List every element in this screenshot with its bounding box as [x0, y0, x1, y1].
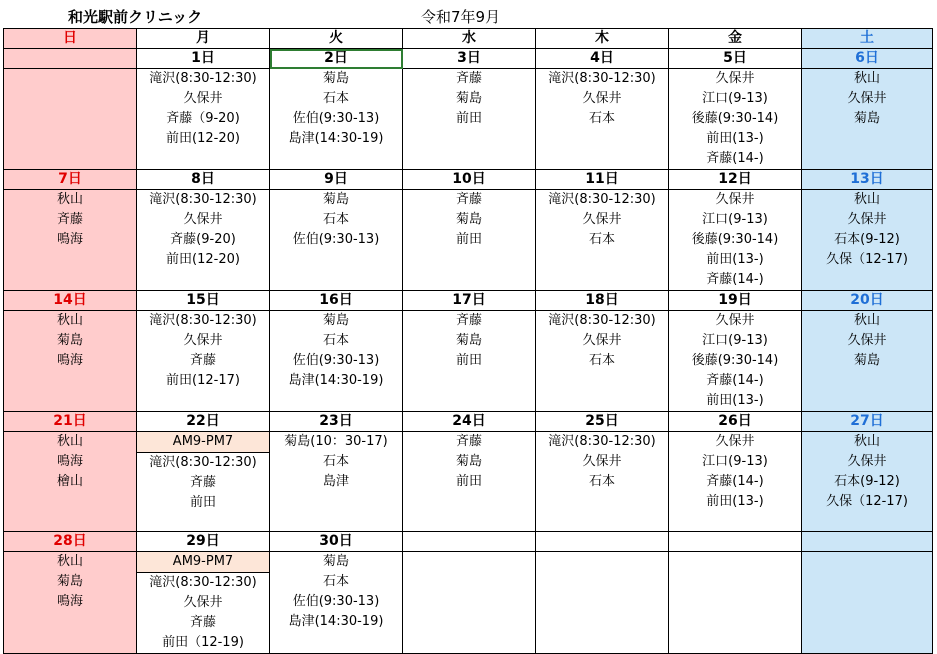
day-date-cell[interactable]: 3日	[403, 49, 536, 69]
week-schedule-row	[4, 311, 933, 412]
doctor-shift: 久保井	[847, 454, 887, 469]
week-schedule-row	[4, 190, 933, 291]
day-date-cell[interactable]: 18日	[536, 291, 669, 311]
doctor-shift: 斉藤(14-)	[706, 151, 764, 166]
day-date-cell[interactable]: 13日	[802, 170, 933, 190]
doctor-shift: 秋山	[56, 192, 83, 207]
weekday-thursday: 木	[536, 29, 669, 49]
doctor-shift: 後藤(9:30-14)	[691, 232, 779, 247]
day-date-cell[interactable]: 23日	[270, 412, 403, 432]
day-schedule-cell[interactable]	[4, 311, 137, 412]
day-schedule-cell[interactable]	[137, 432, 270, 532]
day-date-cell[interactable]: 21日	[4, 412, 137, 432]
doctor-shift: 久保（12-17)	[826, 494, 908, 509]
doctor-shift: 菊島	[322, 313, 349, 328]
doctor-shift: 菊島	[455, 91, 482, 106]
doctor-shift: 斉藤	[56, 212, 83, 227]
doctor-shift: 江口(9-13)	[702, 212, 768, 227]
doctor-shift: 鳴海	[56, 594, 83, 609]
doctor-shift: 島津(14:30-19)	[288, 614, 384, 629]
doctor-shift: 久保井	[715, 434, 755, 449]
week-date-row	[4, 291, 933, 311]
doctor-shift: 久保井	[183, 212, 223, 227]
doctor-shift: 前田(12-20)	[166, 131, 240, 146]
calendar-month-title: 令和7年9月	[421, 8, 501, 26]
week-date-row	[4, 532, 933, 552]
doctor-shift: 秋山	[853, 71, 880, 86]
day-schedule-cell[interactable]	[4, 69, 137, 170]
open-hours-band: AM9-PM7	[137, 552, 269, 573]
doctor-shift: 滝沢(8:30-12:30)	[149, 313, 257, 328]
day-date-cell[interactable]: 25日	[536, 412, 669, 432]
day-schedule-cell[interactable]	[669, 552, 802, 654]
day-date-cell[interactable]: 4日	[536, 49, 669, 69]
day-date-cell[interactable]: 20日	[802, 291, 933, 311]
day-date-cell[interactable]: 7日	[4, 170, 137, 190]
day-schedule-cell[interactable]	[669, 190, 802, 291]
doctor-shift: 前田(13-)	[706, 252, 764, 267]
weekday-sunday: 日	[4, 29, 137, 49]
day-schedule-cell[interactable]	[270, 69, 403, 170]
day-date-cell[interactable]: 15日	[137, 291, 270, 311]
doctor-shift: 島津(14:30-19)	[288, 131, 384, 146]
doctor-shift: 久保井	[582, 333, 622, 348]
doctor-shift: 菊島	[322, 192, 349, 207]
doctor-shift: 前田	[189, 495, 216, 510]
day-schedule-cell[interactable]	[137, 311, 270, 412]
day-schedule-cell[interactable]	[403, 190, 536, 291]
day-schedule-cell[interactable]	[536, 432, 669, 532]
weekday-tuesday: 火	[270, 29, 403, 49]
doctor-shift: 後藤(9:30-14)	[691, 353, 779, 368]
doctor-shift: 滝沢(8:30-12:30)	[548, 192, 656, 207]
day-schedule-cell[interactable]	[669, 432, 802, 532]
doctor-shift: 久保井	[847, 91, 887, 106]
doctor-shift: 菊島	[322, 71, 349, 86]
day-schedule-cell[interactable]	[536, 69, 669, 170]
day-date-cell[interactable]: 22日	[137, 412, 270, 432]
schedule-calendar	[3, 28, 933, 654]
week-schedule-row	[4, 432, 933, 532]
doctor-shift: 菊島	[455, 333, 482, 348]
doctor-shift: 滝沢(8:30-12:30)	[149, 71, 257, 86]
doctor-shift: 滝沢(8:30-12:30)	[149, 455, 257, 470]
doctor-shift: 前田(12-17)	[166, 373, 240, 388]
day-date-cell[interactable]: 2日	[270, 49, 403, 69]
doctor-shift: 菊島	[853, 353, 880, 368]
doctor-shift: 斉藤（9-20)	[166, 111, 240, 126]
doctor-shift: 久保井	[183, 595, 223, 610]
doctor-shift: 久保井	[582, 212, 622, 227]
doctor-shift: 前田（12-19)	[162, 635, 244, 650]
day-date-cell[interactable]	[4, 49, 137, 69]
doctor-shift: 斉藤(14-)	[706, 373, 764, 388]
doctor-shift: 石本	[588, 232, 615, 247]
doctor-shift: 久保井	[715, 313, 755, 328]
weekday-wednesday: 水	[403, 29, 536, 49]
doctor-shift: 秋山	[853, 434, 880, 449]
doctor-shift: 江口(9-13)	[702, 454, 768, 469]
day-date-cell[interactable]: 28日	[4, 532, 137, 552]
doctor-shift: 菊島(10：30-17)	[284, 434, 388, 449]
doctor-shift: 前田(13-)	[706, 393, 764, 408]
clinic-name: 和光駅前クリニック	[68, 8, 203, 26]
doctor-shift: 久保井	[847, 212, 887, 227]
doctor-shift: 久保井	[582, 454, 622, 469]
open-hours-band: AM9-PM7	[137, 432, 269, 453]
doctor-shift: 久保（12-17)	[826, 252, 908, 267]
doctor-shift: 秋山	[56, 313, 83, 328]
doctor-shift: 前田	[455, 232, 482, 247]
doctor-shift: 秋山	[56, 554, 83, 569]
day-date-cell[interactable]: 9日	[270, 170, 403, 190]
day-date-cell[interactable]: 30日	[270, 532, 403, 552]
doctor-shift: 斉藤	[189, 615, 216, 630]
week-schedule-row	[4, 69, 933, 170]
day-date-cell[interactable]: 27日	[802, 412, 933, 432]
day-schedule-cell[interactable]	[802, 311, 933, 412]
doctor-shift: 江口(9-13)	[702, 91, 768, 106]
day-schedule-cell[interactable]	[403, 552, 536, 654]
doctor-shift: 檜山	[56, 474, 83, 489]
doctor-shift: 佐伯(9:30-13)	[292, 594, 380, 609]
day-schedule-cell[interactable]	[4, 552, 137, 654]
doctor-shift: 久保井	[715, 71, 755, 86]
doctor-shift: 菊島	[56, 574, 83, 589]
doctor-shift: 佐伯(9:30-13)	[292, 232, 380, 247]
day-date-cell[interactable]: 17日	[403, 291, 536, 311]
doctor-shift: 石本	[322, 574, 349, 589]
doctor-shift: 前田	[455, 111, 482, 126]
doctor-shift: 斉藤	[189, 353, 216, 368]
doctor-shift: 石本	[322, 212, 349, 227]
day-schedule-cell[interactable]	[137, 552, 270, 654]
week-schedule-row	[4, 552, 933, 654]
weekday-monday: 月	[137, 29, 270, 49]
day-schedule-cell[interactable]	[4, 432, 137, 532]
day-schedule-cell[interactable]	[403, 311, 536, 412]
doctor-shift: 斉藤	[455, 313, 482, 328]
day-schedule-cell[interactable]	[802, 190, 933, 291]
day-schedule-cell[interactable]	[137, 190, 270, 291]
doctor-shift: 久保井	[183, 333, 223, 348]
doctor-shift: 菊島	[322, 554, 349, 569]
day-date-cell[interactable]	[802, 532, 933, 552]
weekday-saturday: 土	[802, 29, 933, 49]
day-date-cell[interactable]: 5日	[669, 49, 802, 69]
doctor-shift: 石本	[588, 353, 615, 368]
weekday-friday: 金	[669, 29, 802, 49]
doctor-shift: 斉藤	[455, 192, 482, 207]
day-date-cell[interactable]	[536, 532, 669, 552]
day-date-cell[interactable]: 14日	[4, 291, 137, 311]
doctor-shift: 久保井	[847, 333, 887, 348]
doctor-shift: 前田(12-20)	[166, 252, 240, 267]
doctor-shift: 久保井	[183, 91, 223, 106]
day-schedule-cell[interactable]	[536, 552, 669, 654]
day-date-cell[interactable]: 10日	[403, 170, 536, 190]
doctor-shift: 滝沢(8:30-12:30)	[149, 575, 257, 590]
day-schedule-cell[interactable]	[403, 69, 536, 170]
day-date-cell[interactable]: 29日	[137, 532, 270, 552]
day-schedule-cell[interactable]	[669, 69, 802, 170]
day-schedule-cell[interactable]	[270, 190, 403, 291]
doctor-shift: 前田(13-)	[706, 494, 764, 509]
doctor-shift: 斉藤(14-)	[706, 272, 764, 287]
doctor-shift: 石本(9-12)	[834, 232, 900, 247]
doctor-shift: 菊島	[455, 212, 482, 227]
day-date-cell[interactable]: 6日	[802, 49, 933, 69]
day-schedule-cell[interactable]	[270, 311, 403, 412]
day-schedule-cell[interactable]	[802, 552, 933, 654]
doctor-shift: 菊島	[455, 454, 482, 469]
doctor-shift: 島津(14:30-19)	[288, 373, 384, 388]
doctor-shift: 滝沢(8:30-12:30)	[548, 313, 656, 328]
doctor-shift: 鳴海	[56, 353, 83, 368]
doctor-shift: 石本	[322, 91, 349, 106]
day-date-cell[interactable]: 26日	[669, 412, 802, 432]
doctor-shift: 久保井	[582, 91, 622, 106]
doctor-shift: 菊島	[56, 333, 83, 348]
doctor-shift: 滝沢(8:30-12:30)	[149, 192, 257, 207]
day-schedule-cell[interactable]	[4, 190, 137, 291]
doctor-shift: 滝沢(8:30-12:30)	[548, 71, 656, 86]
weekday-header-row	[4, 29, 933, 49]
doctor-shift: 前田	[455, 353, 482, 368]
doctor-shift: 石本	[322, 454, 349, 469]
doctor-shift: 鳴海	[56, 232, 83, 247]
day-date-cell[interactable]: 16日	[270, 291, 403, 311]
day-date-cell[interactable]: 8日	[137, 170, 270, 190]
day-schedule-cell[interactable]	[802, 432, 933, 532]
day-date-cell[interactable]: 1日	[137, 49, 270, 69]
doctor-shift: 斉藤	[455, 71, 482, 86]
week-date-row	[4, 49, 933, 69]
doctor-shift: 前田	[455, 474, 482, 489]
doctor-shift: 石本(9-12)	[834, 474, 900, 489]
day-schedule-cell[interactable]	[137, 69, 270, 170]
day-date-cell[interactable]: 11日	[536, 170, 669, 190]
day-schedule-cell[interactable]	[403, 432, 536, 532]
doctor-shift: 斉藤	[455, 434, 482, 449]
day-schedule-cell[interactable]	[536, 311, 669, 412]
day-schedule-cell[interactable]	[270, 432, 403, 532]
doctor-shift: 秋山	[853, 192, 880, 207]
doctor-shift: 斉藤	[189, 475, 216, 490]
day-schedule-cell[interactable]	[669, 311, 802, 412]
doctor-shift: 滝沢(8:30-12:30)	[548, 434, 656, 449]
doctor-shift: 秋山	[853, 313, 880, 328]
day-date-cell[interactable]	[669, 532, 802, 552]
day-schedule-cell[interactable]	[270, 552, 403, 654]
doctor-shift: 久保井	[715, 192, 755, 207]
day-schedule-cell[interactable]	[802, 69, 933, 170]
doctor-shift: 斉藤(9-20)	[170, 232, 236, 247]
doctor-shift: 後藤(9:30-14)	[691, 111, 779, 126]
week-date-row	[4, 412, 933, 432]
day-date-cell[interactable]	[403, 532, 536, 552]
doctor-shift: 秋山	[56, 434, 83, 449]
doctor-shift: 鳴海	[56, 454, 83, 469]
doctor-shift: 島津	[322, 474, 349, 489]
doctor-shift: 石本	[588, 474, 615, 489]
doctor-shift: 菊島	[853, 111, 880, 126]
doctor-shift: 前田(13-)	[706, 131, 764, 146]
day-schedule-cell[interactable]	[536, 190, 669, 291]
day-date-cell[interactable]: 24日	[403, 412, 536, 432]
doctor-shift: 佐伯(9:30-13)	[292, 353, 380, 368]
day-date-cell[interactable]: 19日	[669, 291, 802, 311]
doctor-shift: 斉藤(14-)	[706, 474, 764, 489]
week-date-row	[4, 170, 933, 190]
day-date-cell[interactable]: 12日	[669, 170, 802, 190]
doctor-shift: 石本	[588, 111, 615, 126]
doctor-shift: 江口(9-13)	[702, 333, 768, 348]
doctor-shift: 佐伯(9:30-13)	[292, 111, 380, 126]
doctor-shift: 石本	[322, 333, 349, 348]
